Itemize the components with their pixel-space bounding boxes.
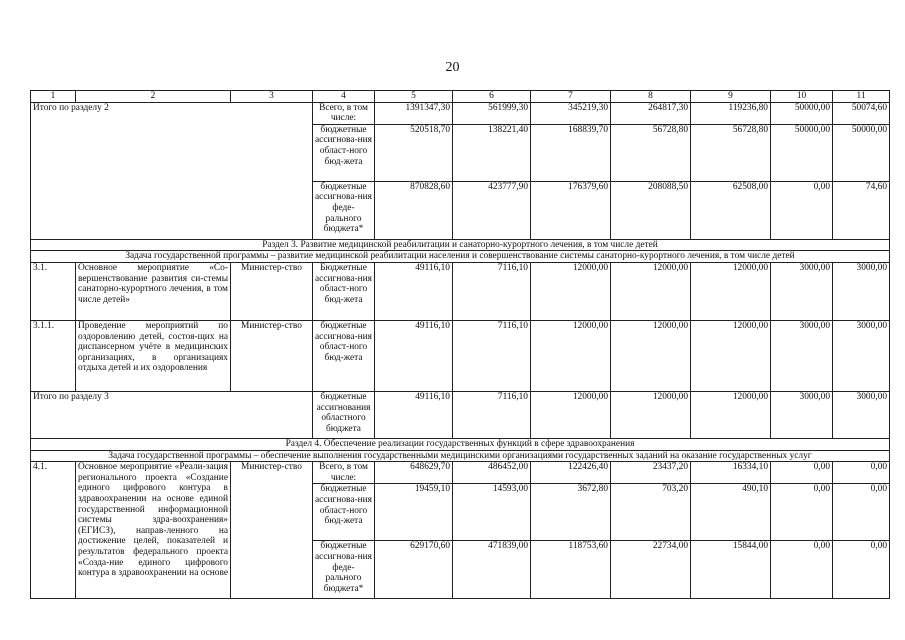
header-cell: 9 <box>691 91 771 103</box>
value-cell: 703,20 <box>611 484 691 541</box>
value-cell: 56728,80 <box>611 124 691 181</box>
value-cell: 49116,10 <box>375 262 453 320</box>
value-cell: 168839,70 <box>531 124 611 181</box>
total2-label: Итого по разделу 2 <box>31 102 313 239</box>
value-cell: 0,00 <box>833 462 890 484</box>
value-cell: 14593,00 <box>453 484 531 541</box>
value-cell: 23437,20 <box>611 462 691 484</box>
value-cell: 122426,40 <box>531 462 611 484</box>
value-cell: 74,60 <box>833 181 890 239</box>
value-cell: 19459,10 <box>375 484 453 541</box>
value-cell: 15844,00 <box>691 541 771 599</box>
value-cell: 22734,00 <box>611 541 691 599</box>
source-cell: Бюджетные ассигнова-ния област-ного бюд-жета <box>313 262 375 320</box>
header-cell: 2 <box>76 91 231 103</box>
value-cell: 471839,00 <box>453 541 531 599</box>
task-row <box>31 251 890 263</box>
value-cell: 520518,70 <box>375 124 453 181</box>
value-cell: 119236,80 <box>691 102 771 124</box>
item-name: Проведение мероприятий по оздоровлению детей, состоя-щих на диспансерном учёте в медицинских организациях, в организациях отдыха детей и их оздоровления <box>76 320 231 391</box>
header-cell: 4 <box>313 91 375 103</box>
value-cell: 208088,50 <box>611 181 691 239</box>
item-number: 4.1. <box>31 462 76 599</box>
value-cell: 176379,60 <box>531 181 611 239</box>
value-cell: 490,10 <box>691 484 771 541</box>
header-cell: 8 <box>611 91 691 103</box>
header-cell: 11 <box>833 91 890 103</box>
value-cell: 3000,00 <box>833 262 890 320</box>
table-row <box>31 391 890 438</box>
section-4-title: Раздел 4. Обеспечение реализации государственных функций в сфере здравоохранения <box>31 438 890 450</box>
section-heading-row <box>31 239 890 251</box>
value-cell: 50000,00 <box>771 124 833 181</box>
value-cell: 118753,60 <box>531 541 611 599</box>
table-row <box>31 262 890 320</box>
table-row <box>31 102 890 124</box>
page-number: 20 <box>445 60 460 75</box>
budget-table <box>30 90 890 599</box>
item-name: Основное мероприятие «Реали-зация регионального проекта «Создание единого цифрового контура в здравоохранении на основе единой государственной информационной системы здра-воохранения» (ЕГИСЗ), направ-ленного на достижение целей, показателей и результатов федерального проекта «Созда-ние единого цифрового контура в здравоохранении на основе <box>76 462 231 599</box>
total3-label: Итого по разделу 3 <box>31 391 313 438</box>
value-cell: 3000,00 <box>833 391 890 438</box>
value-cell: 629170,60 <box>375 541 453 599</box>
task-row <box>31 450 890 462</box>
source-cell: бюджетные ассигнова-ния феде-рального бюджета* <box>313 541 375 599</box>
value-cell: 0,00 <box>833 541 890 599</box>
value-cell: 12000,00 <box>531 391 611 438</box>
value-cell: 7116,10 <box>453 391 531 438</box>
value-cell: 12000,00 <box>531 262 611 320</box>
header-cell: 3 <box>231 91 313 103</box>
value-cell: 50000,00 <box>833 124 890 181</box>
value-cell: 12000,00 <box>611 391 691 438</box>
value-cell: 3000,00 <box>833 320 890 391</box>
value-cell: 3672,80 <box>531 484 611 541</box>
item-number: 3.1.1. <box>31 320 76 391</box>
value-cell: 3000,00 <box>771 391 833 438</box>
value-cell: 423777,90 <box>453 181 531 239</box>
value-cell: 3000,00 <box>771 262 833 320</box>
value-cell: 0,00 <box>771 462 833 484</box>
table-row <box>31 320 890 391</box>
header-cell: 10 <box>771 91 833 103</box>
executor-cell: Министер-ство <box>231 262 313 320</box>
value-cell: 12000,00 <box>611 262 691 320</box>
task-4-title: Задача государственной программы – обеспечение выполнения государственными медицинскими организациями государственных заданий на оказание государственных услуг <box>31 450 890 462</box>
header-cell: 1 <box>31 91 76 103</box>
value-cell: 0,00 <box>771 181 833 239</box>
source-cell: Всего, в том числе: <box>313 102 375 124</box>
source-cell: бюджетные ассигнования областного бюджета <box>313 391 375 438</box>
value-cell: 12000,00 <box>531 320 611 391</box>
value-cell: 16334,10 <box>691 462 771 484</box>
value-cell: 56728,80 <box>691 124 771 181</box>
header-cell: 6 <box>453 91 531 103</box>
value-cell: 0,00 <box>771 484 833 541</box>
executor-cell: Министер-ство <box>231 320 313 391</box>
source-cell: бюджетные ассигнова-ния област-ного бюд-жета <box>313 320 375 391</box>
executor-cell: Министер-ство <box>231 462 313 599</box>
value-cell: 264817,30 <box>611 102 691 124</box>
value-cell: 648629,70 <box>375 462 453 484</box>
header-cell: 5 <box>375 91 453 103</box>
source-cell: бюджетные ассигнова-ния област-ного бюд-жета <box>313 124 375 181</box>
value-cell: 12000,00 <box>691 262 771 320</box>
value-cell: 138221,40 <box>453 124 531 181</box>
source-cell: Всего, в том числе: <box>313 462 375 484</box>
value-cell: 1391347,30 <box>375 102 453 124</box>
source-cell: бюджетные ассигнова-ния феде-рального бюджета* <box>313 181 375 239</box>
value-cell: 561999,30 <box>453 102 531 124</box>
value-cell: 7116,10 <box>453 320 531 391</box>
value-cell: 49116,10 <box>375 391 453 438</box>
value-cell: 50000,00 <box>771 102 833 124</box>
value-cell: 12000,00 <box>691 320 771 391</box>
item-name: Основное мероприятие «Со-вершенствование развития си-стемы санаторно-курортного лечения, в том числе детей» <box>76 262 231 320</box>
value-cell: 345219,30 <box>531 102 611 124</box>
value-cell: 12000,00 <box>691 391 771 438</box>
value-cell: 0,00 <box>771 541 833 599</box>
section-heading-row <box>31 438 890 450</box>
value-cell: 62508,00 <box>691 181 771 239</box>
header-row <box>31 91 890 103</box>
value-cell: 7116,10 <box>453 262 531 320</box>
value-cell: 50074,60 <box>833 102 890 124</box>
value-cell: 870828,60 <box>375 181 453 239</box>
header-cell: 7 <box>531 91 611 103</box>
value-cell: 3000,00 <box>771 320 833 391</box>
task-3-title: Задача государственной программы – развитие медицинской реабилитации населения и совершенствование системы санаторно-курортного лечения, в том числе детей <box>31 251 890 263</box>
section-3-title: Раздел 3. Развитие медицинской реабилитации и санаторно-курортного лечения, в том числе детей <box>31 239 890 251</box>
source-cell: бюджетные ассигнова-ния област-ного бюд-жета <box>313 484 375 541</box>
value-cell: 49116,10 <box>375 320 453 391</box>
item-number: 3.1. <box>31 262 76 320</box>
table-row <box>31 462 890 484</box>
value-cell: 12000,00 <box>611 320 691 391</box>
value-cell: 0,00 <box>833 484 890 541</box>
value-cell: 486452,00 <box>453 462 531 484</box>
